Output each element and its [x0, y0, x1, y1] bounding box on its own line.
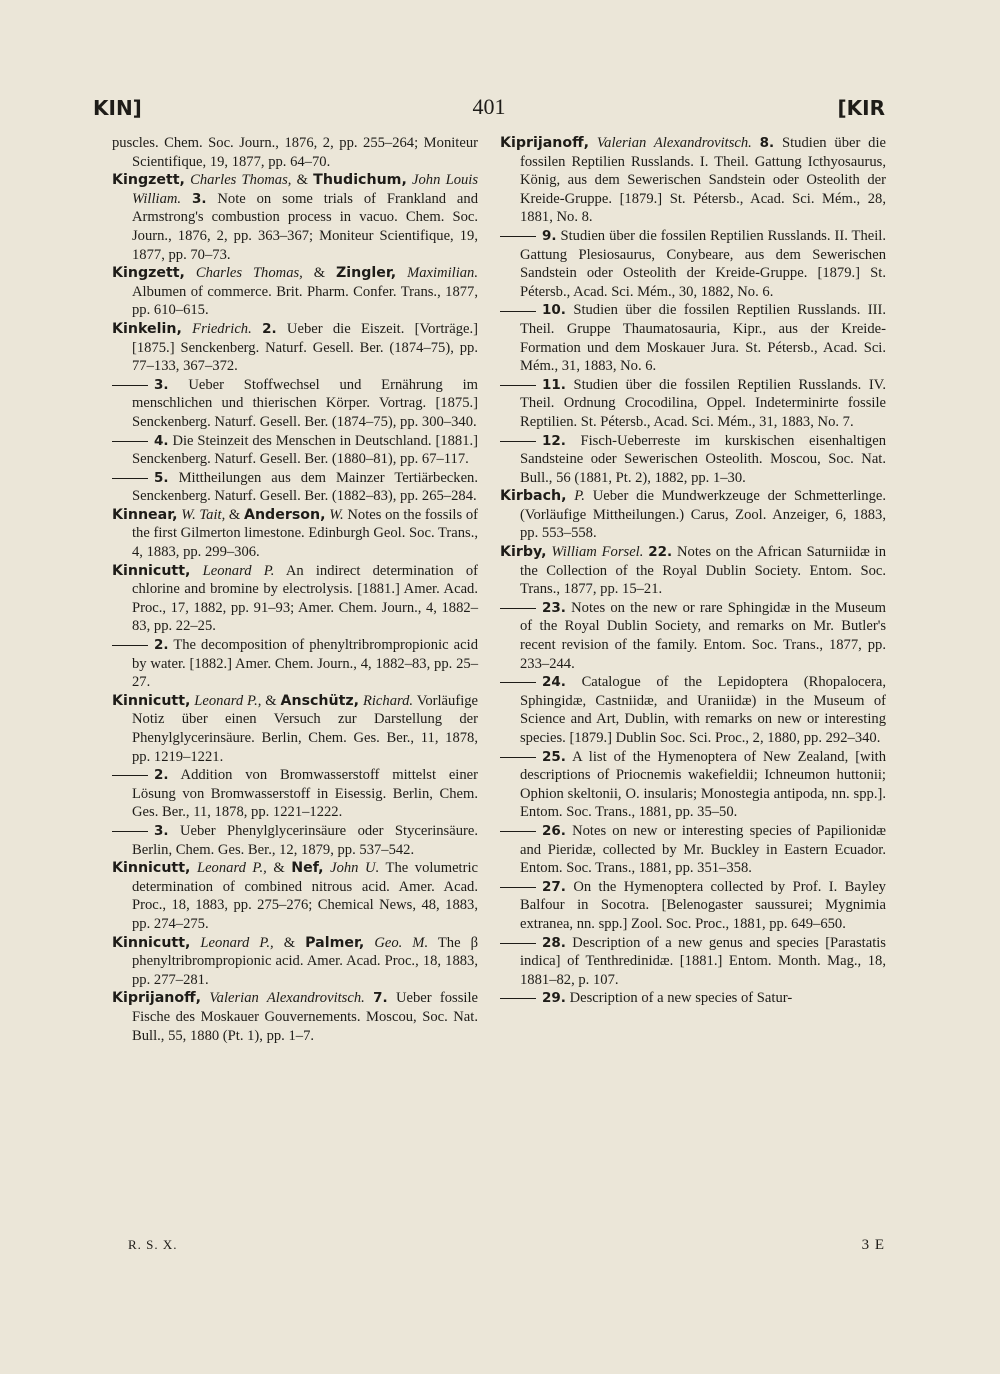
- entry-text: Addition von Bromwasserstoff mittelst einer Lösung von Bromwasserstoff in Eisessig. Berlin, Chem. Ges. Ber., 11, 1878, pp. 1221–1222.: [132, 767, 478, 821]
- author-given-name: W. Tait,: [181, 506, 226, 523]
- ampersand: &: [313, 265, 326, 282]
- entry-text: A list of the Hymenoptera of New Zealand, [with descriptions of Priocnemis wakefieldii; Ichneumon huttonii; Ophion skeltonii, O. insularis; Monostegia antipoda, nn. spp.]. Entom. Soc. Trans., 1881, pp. 35–50.: [520, 748, 886, 821]
- entry-number: 7.: [373, 990, 388, 1007]
- author-name: Kinkelin,: [112, 320, 182, 337]
- ditto-rule: [500, 943, 536, 944]
- bibliography-entry: [500, 543, 886, 599]
- ditto-rule: [500, 831, 536, 832]
- author-given-name: Richard.: [362, 692, 414, 709]
- entry-text: Description of a new species of Satur-: [569, 990, 793, 1007]
- bibliography-entry: [500, 748, 886, 822]
- bibliography-entry: [112, 320, 478, 376]
- entry-text: Notes on the fossils of the first Gilmerton limestone. Edinburgh Geol. Soc. Trans., 4, 1883, pp. 299–306.: [132, 506, 479, 561]
- entry-text: Studien über die fossilen Reptilien Russlands. IV. Theil. Ordnung Crocodilina, Oppel. Indeterminirte fossile Reptilien. St. Pétersb., Acad. Sci. Mém., 31, 1883, No. 7.: [520, 376, 886, 430]
- author-name: Kinnicutt,: [112, 934, 191, 951]
- bibliography-entry: [112, 859, 478, 933]
- author-name: Nef,: [291, 860, 324, 877]
- entry-number: 5.: [154, 469, 169, 486]
- bibliography-entry: [500, 432, 886, 488]
- author-given-name: Leonard P.,: [194, 692, 262, 709]
- bibliography-entry: [500, 989, 886, 1008]
- ditto-rule: [500, 385, 536, 386]
- left-column: [112, 134, 478, 1045]
- bibliography-entry: [112, 766, 478, 822]
- entry-text: Mittheilungen aus dem Mainzer Tertiärbecken. Senckenberg. Naturf. Gesell. Ber. (1882–83), pp. 265–284.: [132, 469, 478, 505]
- bibliography-entry: [112, 506, 478, 562]
- author-given-name: John U.: [330, 860, 380, 877]
- running-header: [93, 96, 885, 126]
- entry-number: 2.: [154, 637, 169, 654]
- bibliography-entry: [112, 432, 478, 469]
- ditto-rule: [112, 385, 148, 386]
- bibliography-entry: [112, 636, 478, 692]
- entry-number: 9.: [542, 227, 557, 244]
- author-name: Anderson,: [243, 506, 326, 523]
- entry-number: 3.: [191, 190, 207, 207]
- entry-text: Notes on the new or rare Sphingidæ in the Museum of the Royal Dublin Society, and remarks on Mr. Butler's recent revision of the family. Entom. Soc. Trans., 1877, pp. 233–244.: [520, 599, 887, 672]
- ditto-rule: [112, 775, 148, 776]
- author-given-name: P.: [574, 488, 585, 505]
- ditto-rule: [500, 441, 536, 442]
- entry-text: Notes on the African Saturniidæ in the Collection of the Royal Dublin Society. Entom. Soc. Trans., 1877, pp. 15–21.: [520, 544, 886, 598]
- author-given-name: W.: [329, 506, 344, 523]
- author-given-name: Charles Thomas,: [190, 172, 292, 189]
- author-given-name: Valerian Alexandrovitsch.: [596, 135, 752, 151]
- author-given-name: Leonard P.: [202, 562, 275, 579]
- author-given-name: Leonard P.,: [200, 934, 274, 951]
- author-name: Kingzett,: [112, 172, 185, 189]
- author-name: Thudichum,: [313, 172, 407, 189]
- bibliography-entry: [500, 376, 886, 432]
- bibliography-entry: [112, 692, 478, 766]
- entry-number: 22.: [648, 544, 673, 561]
- ampersand: &: [296, 172, 308, 189]
- ditto-rule: [112, 478, 148, 479]
- bibliography-entry: [500, 934, 886, 990]
- author-given-name: Leonard P.,: [196, 860, 267, 877]
- ditto-rule: [500, 757, 536, 758]
- bibliography-entry: [500, 227, 886, 301]
- header-right: [KIR: [837, 96, 885, 120]
- author-name: Kinnicutt,: [112, 562, 191, 579]
- bibliography-entry: [500, 134, 886, 227]
- entry-text: Die Steinzeit des Menschen in Deutschland. [1881.] Senckenberg. Naturf. Gesell. Ber. (1880–81), pp. 67–117.: [132, 432, 478, 468]
- ditto-rule: [112, 645, 148, 646]
- author-given-name: John Louis William.: [132, 172, 479, 207]
- bibliography-entry: [500, 487, 886, 543]
- entry-text: The decomposition of phenyltribrompropionic acid by water. [1882.] Amer. Chem. Journ., 4, 1882–83, pp. 25–27.: [132, 637, 478, 691]
- bibliography-entry: [112, 934, 478, 990]
- entry-text: Fisch-Ueberreste im kurskischen eisenhaltigen Sandsteine oder Sewerischen Osteolith. Moscou, Soc. Nat. Bull., 56 (1881, Pt. 2), 1882, pp. 1–30.: [520, 432, 886, 486]
- bibliography-entry: [112, 562, 478, 636]
- entry-number: 4.: [154, 432, 169, 449]
- author-name: Kirby,: [500, 544, 547, 561]
- ditto-rule: [500, 682, 536, 683]
- footer-signature: R. S. X.: [128, 1237, 178, 1252]
- bibliography-entry: [112, 989, 478, 1045]
- entry-number: 3.: [154, 822, 169, 839]
- author-name: Zingler,: [335, 265, 397, 282]
- ditto-rule: [500, 998, 536, 999]
- page-number: 401: [472, 94, 506, 119]
- ditto-rule: [500, 236, 536, 237]
- bibliography-entry: [500, 301, 886, 375]
- bibliography-entry: [112, 264, 478, 320]
- entry-text: Studien über die fossilen Reptilien Russlands. I. Theil. Gattung Icthyosaurus, König, aus dem Sewerischen Sandstein oder Osteolith der Kreide-Gruppe. [1879.] St. Pétersb., Acad. Sci. Mém., 28, 1881, No. 8.: [520, 135, 887, 226]
- entry-number: 24.: [542, 674, 566, 691]
- bibliography-entry: [112, 376, 478, 432]
- bibliography-entry: [500, 673, 886, 747]
- ampersand: &: [228, 506, 241, 523]
- entry-text: Studien über die fossilen Reptilien Russlands. III. Theil. Gruppe Thaumatosauria, Kipr., aus der Kreide-Formation und dem Moskauer Jura. St. Pétersb., Acad. Sci. Mém., 31, 1883, No. 6.: [520, 302, 887, 375]
- author-given-name: Maximilian.: [407, 265, 478, 282]
- entry-number: 11.: [542, 376, 566, 393]
- entry-text: Description of a new genus and species [Parastatis indica] of Tenthredinidæ. [1881.] Entom. Month. Mag., 18, 1881–82, p. 107.: [520, 934, 886, 988]
- author-name: Palmer,: [305, 934, 365, 951]
- entry-text: Notes on new or interesting species of Papilionidæ and Pieridæ, collected by Mr. Buckley in Eastern Ecuador. Entom. Soc. Trans., 1881, pp. 351–358.: [520, 822, 886, 877]
- bibliography-entry: [112, 134, 478, 171]
- entry-number: 28.: [542, 934, 566, 951]
- author-name: Kingzett,: [112, 265, 185, 282]
- ditto-rule: [500, 887, 536, 888]
- entry-text: Studien über die fossilen Reptilien Russlands. II. Theil. Gattung Plesiosaurus, Conybeare, aus dem Sewerischen Sandstein oder Osteolith der Kreide-Gruppe. [1879.] St. Pétersb., Acad. Sci. Mém., 30, 1882, No. 6.: [520, 227, 886, 300]
- entry-number: 29.: [542, 990, 566, 1007]
- entry-number: 3.: [154, 376, 169, 393]
- author-name: Kiprijanoff,: [500, 135, 590, 151]
- entry-number: 12.: [542, 432, 566, 449]
- entry-text: Ueber Stoffwechsel und Ernährung im menschlichen und thierischen Körper. Vortrag. [1875.] Senckenberg. Naturf. Gesell. Ber. (1874–75), pp. 300–340.: [132, 376, 478, 430]
- entry-text: Vorläufige Notiz über einen Versuch zur Darstellung der Phenylglycerinsäure. Berlin, Chem. Ges. Ber., 11, 1878, pp. 1219–1221.: [132, 692, 479, 765]
- author-given-name: Charles Thomas,: [195, 265, 303, 282]
- entry-text: Note on some trials of Frankland and Armstrong's combustion process in vacuo. Chem. Soc. Journ., 1876, 2, pp. 363–367; Moniteur Scientifique, 19, 1877, pp. 70–73.: [132, 190, 478, 263]
- entry-number: 26.: [542, 822, 566, 839]
- author-name: Kiprijanoff,: [112, 990, 202, 1007]
- author-name: Kirbach,: [500, 488, 567, 505]
- entry-text: Ueber die Mundwerkzeuge der Schmetterlinge. (Vorläufige Mittheilungen.) Carus, Zool. Anzeiger, 6, 1883, pp. 553–558.: [520, 488, 886, 542]
- ditto-rule: [500, 608, 536, 609]
- entry-text: puscles. Chem. Soc. Journ., 1876, 2, pp. 255–264; Moniteur Scientifique, 19, 1877, pp. 64–70.: [112, 135, 478, 170]
- ampersand: &: [273, 860, 285, 877]
- entry-number: 10.: [542, 302, 566, 319]
- bibliography-entry: [500, 878, 886, 934]
- entry-number: 27.: [542, 878, 566, 895]
- header-left: KIN]: [93, 96, 142, 120]
- bibliography-entry: [500, 822, 886, 878]
- entry-text: On the Hymenoptera collected by Prof. I. Bayley Balfour in Socotra. [Belenogaster saussurei; Mygnimia extranea, nn. spp.] Zool. Soc. Proc., 1881, pp. 649–650.: [520, 878, 886, 932]
- bibliography-entry: [500, 599, 886, 673]
- entry-text: Albumen of commerce. Brit. Pharm. Confer. Trans., 1877, pp. 610–615.: [132, 283, 478, 319]
- ditto-rule: [500, 311, 536, 312]
- ditto-rule: [112, 831, 148, 832]
- ampersand: &: [265, 692, 277, 709]
- entry-text: Catalogue of the Lepidoptera (Rhopalocera, Sphingidæ, Castniidæ, and Uraniidæ) in the Museum of Science and Art, Dublin, with remarks on new or interesting species. [1879.] Dublin Soc. Sci. Proc., 2, 1880, pp. 292–340.: [520, 674, 886, 746]
- author-name: Kinnear,: [112, 506, 178, 523]
- right-column: [500, 134, 886, 1008]
- ditto-rule: [112, 441, 148, 442]
- author-given-name: Valerian Alexandrovitsch.: [209, 990, 365, 1007]
- author-name: Anschütz,: [280, 692, 360, 709]
- author-name: Kinnicutt,: [112, 860, 191, 877]
- entry-number: 23.: [542, 599, 566, 616]
- author-given-name: William Forsel.: [551, 544, 644, 561]
- bibliography-entry: [112, 469, 478, 506]
- entry-text: Ueber Phenylglycerinsäure oder Stycerinsäure. Berlin, Chem. Ges. Ber., 12, 1879, pp. 537–542.: [132, 822, 478, 858]
- entry-number: 2.: [154, 767, 169, 784]
- entry-number: 25.: [542, 748, 566, 765]
- footer-sheet-mark: 3 E: [861, 1237, 885, 1253]
- entry-number: 2.: [262, 320, 277, 337]
- entry-text: An indirect determination of chlorine and bromine by electrolysis. [1881.] Amer. Acad. Proc., 17, 1882, pp. 91–93; Amer. Chem. Journ., 4, 1882–83, pp. 22–25.: [132, 562, 479, 635]
- entry-text: Ueber die Eiszeit. [Vorträge.] [1875.] Senckenberg. Naturf. Gesell. Ber. (1874–75), pp. 77–133, 367–372.: [132, 320, 479, 375]
- bibliography-entry: [112, 822, 478, 859]
- author-given-name: Friedrich.: [192, 320, 252, 337]
- bibliography-entry: [112, 171, 478, 264]
- entry-number: 8.: [759, 135, 775, 151]
- author-given-name: Geo. M.: [374, 934, 429, 951]
- entry-text: Ueber fossile Fische des Moskauer Gouvernements. Moscou, Soc. Nat. Bull., 55, 1880 (Pt. 1), pp. 1–7.: [132, 990, 479, 1044]
- entry-text: The volumetric determination of combined nitrous acid. Amer. Acad. Proc., 18, 1883, pp. 275–276; Chemical News, 48, 1883, pp. 274–275.: [132, 860, 478, 932]
- entry-text: The β phenyltribrompropionic acid. Amer. Acad. Proc., 18, 1883, pp. 277–281.: [132, 934, 479, 988]
- author-name: Kinnicutt,: [112, 692, 191, 709]
- ampersand: &: [283, 934, 296, 951]
